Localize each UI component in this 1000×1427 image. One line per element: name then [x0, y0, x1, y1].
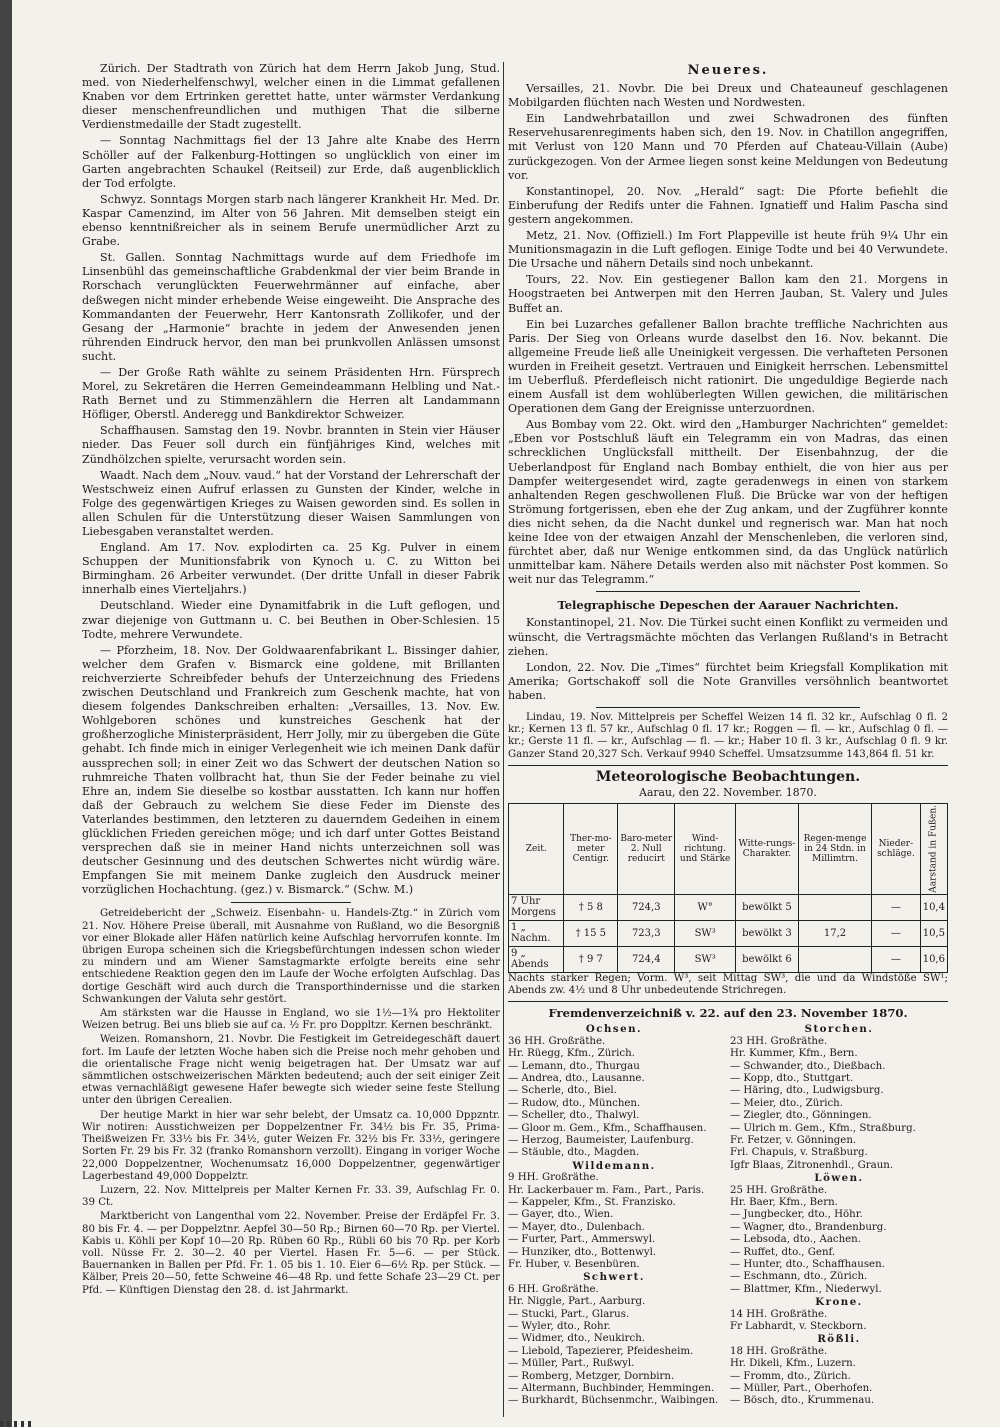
meteo-cell: W° [675, 894, 736, 920]
meteo-cell: — [872, 946, 921, 972]
guest-entry: — Kopp, dto., Stuttgart. [730, 1072, 854, 1084]
guest-entry: Fr. Fetzer, v. Gönningen. [730, 1134, 857, 1146]
meteo-header-cell: Witte-rungs-Charakter. [735, 804, 798, 895]
article-paragraph: Tours, 22. Nov. Ein gestiegener Ballon kam den 21. Morgens in Hoogstraeten bei Antwerpen mit den Herren Jauban, St. Valery und Jules Buffet an. [508, 273, 948, 315]
article-paragraph: Der heutige Markt in hier war sehr belebt, der Umsatz ca. 10,000 Dppzntr. Wir notiren: Ausstichweizen per Doppelzentner Fr. 34½ bis Fr. 35, Prima-Theißweizen Fr. 33½ bis Fr. 34½, guter Weizen Fr. 32½ bis Fr. 33½, geringere Sorten Fr. 29 bis Fr. 32 (franko Romanshorn verzollt). Eingang in voriger Woche 22,000 Doppelzentner, Wochenumsatz 16,000 Doppelzentner, gegenwärtiger Lagerbestand 49,000 Doppelztr. [82, 1109, 500, 1182]
article-paragraph: Aus Bombay vom 22. Okt. wird den „Hamburger Nachrichten“ gemeldet: „Eben vor Postschluß läuft ein Telegramm ein von Madras, das einen schrecklichen Unglücksfall mittheilt. Der Eisenbahnzug, der die Ueberlandpost für England nach Bombay enthielt, die von hier aus per Dampfer weitergesendet wird, zagte geradenwegs in einen von starkem anhaltenden Regen geschwollenen Fluß. Die Brücke war von der heftigen Strömung fortgerissen, eben ehe der Zug ankam, und der Zugführer konnte dies nicht sehen, da die Nacht dunkel und regnerisch war. Man hat noch keine Idee von der etwaigen Anzahl der Menschenleben, die verloren sind, fürchtet aber, daß nur Wenige entkommen sind, da das Unglück natürlich unmittelbar kam. Nähere Details werden also mit nächster Post kommen. So weit nur das Telegramm.“ [508, 418, 948, 587]
article-paragraph: Deutschland. Wieder eine Dynamitfabrik in die Luft geflogen, und zwar diejenige von Guttmann u. C. bei Beuthen in Ober-Schlesien. 15 Todte, mehrere Verwundete. [82, 599, 500, 641]
meteo-cell: SW³ [675, 920, 736, 946]
article-paragraph: Getreidebericht der „Schweiz. Eisenbahn- u. Handels-Ztg.“ in Zürich vom 21. Nov. Höhere Preise überall, mit Ausnahme von Rußland, wo die Besorgniß vor einer Blokade aller Häfen natürlich keine Aufschlag hervorrufen konnte. Im übrigen Europa scheinen sich die Kriegsbefürchtungen indessen schon wieder zu mindern und am Wiener Samstagmarkte erfolgte bereits eine sehr entschiedene Reaktion gegen den im Laufe der Woche erfolgten Aufschlag. Das dortige Geschäft wird auch durch die Transporthindernisse und die starken Schwankungen der Valuta sehr gestört. [82, 908, 500, 1005]
meteo-row [509, 946, 948, 972]
guest-entry: — Andrea, dto., Lausanne. [508, 1072, 645, 1084]
guest-entry: — Hunter, dto., Schaffhausen. [730, 1259, 885, 1271]
fremden-column-b [730, 1023, 948, 1408]
guest-entry: — Ziegler, dto., Gönningen. [730, 1110, 872, 1122]
guest-entry: — Altermann, Buchbinder, Hemmingen. [508, 1383, 715, 1395]
hotel-name: Rößli. [817, 1333, 861, 1346]
article-paragraph: England. Am 17. Nov. explodirten ca. 25 Kg. Pulver in einem Schuppen der Munitionsfabrik von Kynoch u. C. zu Witton bei Birmingham. 26 Arbeiter verwundet. (Der dritte Unfall in dieser Fabrik innerhalb eines Vierteljahrs.) [82, 541, 500, 597]
article-paragraph: Ein Landwehrbataillon und zwei Schwadronen des fünften Reservehusarenregiments haben sich, den 19. Nov. in Chatillon angegriffen, mit Verlust von 120 Mann und 70 Pferden auf Chateau-Villain (Aube) zurückgezogen. Von der Armee liegen sonst keine Meldungen von Bedeutung vor. [508, 112, 948, 182]
meteo-header-cell: Nieder-schläge. [872, 804, 921, 895]
article-paragraph: Konstantinopel, 20. Nov. „Herald“ sagt: Die Pforte befiehlt die Einberufung der Redifs unter die Fahnen. Ignatieff und Halim Pascha sind gestern angekommen. [508, 184, 948, 226]
guest-entry: — Bösch, dto., Krummenau. [730, 1395, 875, 1407]
meteo-cell: 723,3 [618, 920, 675, 946]
guest-entry: Frl. Chapuis, v. Straßburg. [730, 1147, 868, 1159]
guest-entry: 14 HH. Großräthe. [730, 1308, 828, 1320]
guest-entry: — Burkhardt, Büchsenmchr., Waibingen. [508, 1395, 719, 1407]
guest-entry: 25 HH. Großräthe. [730, 1184, 828, 1196]
meteo-cell: 724,3 [618, 894, 675, 920]
meteo-cell: 724,4 [618, 946, 675, 972]
fremden-column-a [508, 1023, 720, 1408]
meteo-cell: † 9 7 [564, 946, 618, 972]
section-divider [596, 591, 860, 592]
guest-entry: Hr. Baer, Kfm., Bern. [730, 1196, 838, 1208]
newspaper-page [82, 62, 948, 1417]
right-column [508, 62, 948, 1407]
guest-entry: — Furter, Part., Ammerswyl. [508, 1234, 656, 1246]
guest-entry: — Blattmer, Kfm., Niederwyl. [730, 1283, 882, 1295]
section-divider [596, 707, 860, 708]
scan-edge-shadow [0, 0, 12, 1427]
guest-entry: 36 HH. Großräthe. [508, 1035, 606, 1047]
guest-entry: — Scheller, dto., Thalwyl. [508, 1110, 640, 1122]
meteo-header-cell: Zeit. [509, 804, 564, 895]
article-paragraph: Luzern, 22. Nov. Mittelpreis per Malter Kernen Fr. 33. 39, Aufschlag Fr. 0. 39 Ct. [82, 1184, 500, 1209]
guest-entry: — Müller, Part., Oberhofen. [730, 1383, 873, 1395]
article-paragraph: — Pforzheim, 18. Nov. Der Goldwaarenfabrikant L. Bissinger dahier, welcher dem Grafen v. Bismarck eine goldene, mit Brillanten reichverzierte Schreibfeder behufs der Unterzeichnung des Friedens zwischen Deutschland und Frankreich zum Geschenk machte, hat von diesem folgendes Dankschreiben erhalten: „Versailles, 13. Nov. Ew. Wohlgeboren schönes und kunstreiches Geschenk hat der großherzogliche Ministerpräsident, Herr Jolly, mir zu übergeben die Güte gehabt. Ich finde mich in einiger Verlegenheit wie ich meinen Dank dafür aussprechen soll; in einer Zeit wo das Schwert der deutschen Nation so ruhmreiche Thaten vollbracht hat, thun Sie der Feder beinahe zu viel Ehre an, indem Sie dieselbe so kostbar ausstatten. Ich kann nur hoffen daß der Gebrauch zu welchem Sie diese Feder im Dienste des Vaterlandes bestimmen, den letzteren zu dauerndem Gedeihen in einem glücklichen Frieden gereichen möge; und ich darf unter Gottes Beistand versprechen daß sie in meiner Hand nichts unterzeichnen soll was deutscher Gesinnung und des deutschen Schwertes nicht würdig wäre. Empfangen Sie mit meinem Danke zugleich den Ausdruck meiner vorzüglichen Hochachtung. (gez.) v. Bismarck.“ (Schw. M.) [82, 643, 500, 897]
depeschen-articles [508, 616, 948, 703]
news-articles [82, 62, 500, 897]
meteo-cell: 1 „ Nachm. [509, 920, 564, 946]
guest-entry: — Hunziker, dto., Bottenwyl. [508, 1246, 657, 1258]
neueres-heading: Neueres. [687, 63, 769, 78]
meteo-header-cell: Wind-richtung. und Stärke [675, 804, 736, 895]
meteo-table [508, 803, 948, 973]
guest-entry: 9 HH. Großräthe. [508, 1172, 599, 1184]
meteo-row [509, 894, 948, 920]
meteo-note: Nachts starker Regen; Vorm. W³, seit Mittag SW³, die und da Windstöße SW¹; Abends zw. 4½ und 8 Uhr unbedeutende Strichregen. [508, 972, 948, 996]
guest-entry: Hr. Kummer, Kfm., Bern. [730, 1048, 858, 1060]
meteo-cell: † 5 8 [564, 894, 618, 920]
guest-entry: — Rudow, dto., München. [508, 1097, 641, 1109]
guest-entry: — Ulrich m. Gem., Kfm., Straßburg. [730, 1122, 916, 1134]
guest-entry: — Lemann, dto., Thurgau [508, 1060, 640, 1072]
article-paragraph: Weizen. Romanshorn, 21. Novbr. Die Festigkeit im Getreidegeschäft dauert fort. Im Laufe der letzten Woche haben sich die Preise noch mehr gehoben und die orientalische Frage nicht wenig beigetragen hat. Der Umsatz war auf sämmtlichen ostschweizerischen Märkten bedeutend; auch der seit einiger Zeit etwas vernachläßigt gewesene Hafer bewegte sich wieder seine feste Stellung unter den übrigen Cerealien. [82, 1034, 500, 1107]
guest-entry: — Meier, dto., Zürich. [730, 1097, 843, 1109]
meteo-cell: 7 Uhr Morgens [509, 894, 564, 920]
guest-entry: — Wagner, dto., Brandenburg. [730, 1221, 887, 1233]
hotel-name: Krone. [815, 1296, 863, 1309]
guest-entry: — Liebold, Tapezierer, Pfeidesheim. [508, 1345, 694, 1357]
guest-entry: — Schwander, dto., Dießbach. [730, 1060, 886, 1072]
meteo-cell: 10,4 [920, 894, 947, 920]
guest-entry: — Stucki, Part., Glarus. [508, 1308, 630, 1320]
meteo-cell [798, 946, 871, 972]
guest-entry: Hr. Lackerbauer m. Fam., Part., Paris. [508, 1184, 705, 1196]
meteo-cell: bewölkt 5 [735, 894, 798, 920]
section-divider [231, 902, 351, 903]
market-reports [82, 908, 500, 1296]
article-paragraph: Zürich. Der Stadtrath von Zürich hat dem Herrn Jakob Jung, Stud. med. von Niederhelfenschwyl, welcher einen in die Limmat gefallenen Knaben vor dem Ertrinken gerettet hatte, unter wärmster Verdankung dieser menschenfreundlichen und muthigen That die silberne Verdienstmedaille der Stadt zugestellt. [82, 62, 500, 132]
guest-entry: — Müller, Part., Rußwyl. [508, 1358, 635, 1370]
guest-entry: — Gloor m. Gem., Kfm., Schaffhausen. [508, 1122, 707, 1134]
guest-entry: — Häring, dto., Ludwigsburg. [730, 1085, 884, 1097]
guest-entry: — Gayer, dto., Wien. [508, 1209, 614, 1221]
guest-entry: — Ruffet, dto., Genf. [730, 1246, 836, 1258]
guest-entry: 18 HH. Großräthe. [730, 1345, 828, 1357]
guest-entry: Hr. Niggle, Part., Aarburg. [508, 1296, 646, 1308]
meteo-cell: — [872, 894, 921, 920]
guest-entry: Hr. Rüegg, Kfm., Zürich. [508, 1048, 635, 1060]
guest-entry: — Lebsoda, dto., Aachen. [730, 1234, 861, 1246]
article-paragraph: — Sonntag Nachmittags fiel der 13 Jahre alte Knabe des Herrn Schöller auf der Falkenburg-Hottingen so unglücklich von einer im Garten angebrachten Schaukel (Reitseil) zur Erde, daß augenblicklich der Tod erfolgte. [82, 134, 500, 190]
fremden-section [508, 1006, 948, 1407]
guest-entry: Hr. Dikeli, Kfm., Luzern. [730, 1358, 856, 1370]
guest-entry: — Scherle, dto., Biel. [508, 1085, 617, 1097]
article-paragraph: Ein bei Luzarches gefallener Ballon brachte treffliche Nachrichten aus Paris. Der Sieg von Orleans wurde daselbst den 16. Nov. bekannt. Die allgemeine Freude ließ alle Uneinigkeit vergessen. Die verhafteten Personen wurden in Freiheit gesetzt. Vertrauen und Einigkeit herrschen. Lebensmittel im Ueberfluß. Pferdefleisch nicht rationirt. Die ungeduldige Begierde nach einem Ausfall ist dem wohlüberlegten Willen gewichen, die militärischen Operationen dem Gang der Ereignisse unterzuordnen. [508, 317, 948, 416]
meteo-cell: SW³ [675, 946, 736, 972]
column-rule [503, 62, 504, 1417]
article-paragraph: Konstantinopel, 21. Nov. Die Türkei sucht einen Konflikt zu vermeiden und wünscht, die Vertragsmächte möchten das Verlangen Rußland's in Betracht ziehen. [508, 616, 948, 658]
guest-entry: — Mayer, dto., Dulenbach. [508, 1221, 645, 1233]
hotel-name: Storchen. [804, 1023, 874, 1036]
meteo-subtitle: Aarau, den 22. November. 1870. [639, 785, 817, 799]
meteo-cell: — [872, 920, 921, 946]
section-divider [508, 765, 948, 766]
section-divider [508, 1001, 948, 1002]
guest-entry: — Jungbecker, dto., Höhr. [730, 1209, 863, 1221]
meteo-cell: 10,5 [920, 920, 947, 946]
meteo-header-cell: Baro-meter 2. Null reducirt [618, 804, 675, 895]
neueres-articles [508, 82, 948, 587]
meteo-cell: 17,2 [798, 920, 871, 946]
meteo-cell [798, 894, 871, 920]
meteo-header-cell: Aarstand in Fußen. [920, 804, 947, 895]
article-paragraph: Schwyz. Sonntags Morgen starb nach längerer Krankheit Hr. Med. Dr. Kaspar Camenzind, im Alter von 56 Jahren. Mit demselben steigt ein ebenso kenntnißreicher als in seinem Berufe unermüdlicher Arzt zu Grabe. [82, 192, 500, 249]
hotel-name: Ochsen. [585, 1023, 643, 1036]
article-paragraph: Metz, 21. Nov. (Offiziell.) Im Fort Plappeville ist heute früh 9¼ Uhr ein Munitionsmagazin in die Luft geflogen. Einige Todte und bei 40 Verwundete. Die Ursache und nähern Details sind noch unbekannt. [508, 229, 948, 271]
guest-entry: Fr. Huber, v. Besenbüren. [508, 1259, 640, 1271]
guest-entry: — Herzog, Baumeister, Laufenburg. [508, 1134, 694, 1146]
article-paragraph: Am stärksten war die Hausse in England, wo sie 1½—1¾ pro Hektoliter Weizen betrug. Bei uns blieb sie auf ca. ½ Fr. pro Doppltzr. Kernen beschränkt. [82, 1008, 500, 1032]
article-paragraph: London, 22. Nov. Die „Times“ fürchtet beim Kriegsfall Komplikation mit Amerika; Gortschakoff soll die Note Granvilles versöhnlich beantwortet haben. [508, 660, 948, 702]
left-column [82, 62, 500, 1299]
scan-corner-marks [0, 1421, 34, 1427]
article-paragraph: St. Gallen. Sonntag Nachmittags wurde auf dem Friedhofe im Linsenbühl das gemeinschaftliche Grabdenkmal der vier beim Brande in Rorschach verunglückten Feuerwehrmänner auf einfache, aber deßwegen nicht minder erhebende Weise eingeweiht. Die Ansprache des Kommandanten der Feuerwehr, Herr Kantonsrath Zollikofer, und der Gesang der „Harmonie“ brachte in jedem der Anwesenden jenen rührenden Eindruck hervor, den man bei prunkvollen Anlässen umsonst sucht. [82, 251, 500, 363]
article-paragraph: Schaffhausen. Samstag den 19. Novbr. brannten in Stein vier Häuser nieder. Das Feuer soll durch ein fünfjähriges Kind, welches mit Zündhölzchen spielte, verursacht worden sein. [82, 424, 500, 466]
hotel-name: Löwen. [814, 1172, 864, 1185]
guest-entry: Fr Labhardt, v. Steckborn. [730, 1321, 867, 1333]
meteo-cell: † 15 5 [564, 920, 618, 946]
guest-entry: Igfr Blaas, Zitronenhdl., Graun. [730, 1159, 894, 1171]
guest-entry: — Stäuble, dto., Magden. [508, 1147, 640, 1159]
fremden-title: Fremdenverzeichniß v. 22. auf den 23. November 1870. [548, 1006, 908, 1021]
meteo-header-cell: Regen-menge in 24 Stdn. in Millimtrn. [798, 804, 871, 895]
lindau-report: Lindau, 19. Nov. Mittelpreis per Scheffel Weizen 14 fl. 32 kr., Aufschlag 0 fl. 2 kr.; Kernen 13 fl. 57 kr., Aufschlag 0 fl. 17 kr.; Roggen — fl. — kr., Aufschlag 0 fl. — kr.; Gerste 11 fl. — kr., Aufschlag — fl. — kr.; Haber 10 fl. 3 kr., Aufschlag 0 fl. 9 kr. Ganzer Stand 20,327 Sch. Verkauf 9940 Scheffel. Umsatzsumme 143,864 fl. 51 kr. [508, 712, 948, 760]
guest-entry: 23 HH. Großräthe. [730, 1035, 828, 1047]
guest-entry: 6 HH. Großräthe. [508, 1283, 599, 1295]
article-paragraph: Waadt. Nach dem „Nouv. vaud.“ hat der Vorstand der Lehrerschaft der Westschweiz einen Aufruf erlassen zu Gunsten der Kinder, welche in Folge des gegenwärtigen Krieges zu Waisen geworden sind. Es sollen in allen Schulen für die Unterstützung dieser Waisen Sammlungen von Liebesgaben veranstaltet werden. [82, 468, 500, 538]
hotel-name: Schwert. [583, 1271, 645, 1284]
depeschen-heading: Telegraphische Depeschen der Aarauer Nachrichten. [557, 598, 899, 613]
meteo-title: Meteorologische Beobachtungen. [595, 768, 861, 785]
article-paragraph: Marktbericht von Langenthal vom 22. November. Preise der Erdäpfel Fr. 3. 80 bis Fr. 4. — per Doppelztnr. Aepfel 30—50 Rp.; Birnen 60—70 Rp. per Viertel. Kabis u. Köhli per Kopf 10—20 Rp. Rüben 60 Rp., Rübli 60 bis 70 Rp. per Korb voll. Nüsse Fr. 2. 30—2. 40 per Viertel. Hasen Fr. 5—6. — per Stück. Bauernanken in Ballen per Pfd. Fr. 1. 05 bis 1. 10. Eier 6—6½ Rp. per Stück. — Kälber, Preis 20—50, fette Schweine 46—48 Rp. und fette Schafe 23—29 Ct. per Pfd. — Künftigen Dienstag den 28. d. ist Jahrmarkt. [82, 1211, 500, 1296]
meteo-section [508, 770, 948, 997]
hotel-name: Wildemann. [572, 1159, 656, 1172]
guest-entry: — Eschmann, dto., Zürich. [730, 1271, 868, 1283]
guest-entry: — Wyler, dto., Rohr. [508, 1321, 611, 1333]
article-paragraph: Versailles, 21. Novbr. Die bei Dreux und Chateauneuf geschlagenen Mobilgarden flüchten nach Westen und Nordwesten. [508, 82, 948, 110]
meteo-header-cell: Ther-mo-meter Centigr. [564, 804, 618, 895]
guest-entry: — Romberg, Metzger, Dornbirn. [508, 1370, 675, 1382]
meteo-cell: bewölkt 3 [735, 920, 798, 946]
meteo-cell: 10,6 [920, 946, 947, 972]
meteo-cell: bewölkt 6 [735, 946, 798, 972]
guest-entry: — Widmer, dto., Neukirch. [508, 1333, 646, 1345]
guest-entry: — Fromm, dto., Zürich. [730, 1370, 851, 1382]
guest-entry: — Kappeler, Kfm., St. Franzisko. [508, 1196, 676, 1208]
meteo-row [509, 920, 948, 946]
article-paragraph: — Der Große Rath wählte zu seinem Präsidenten Hrn. Fürsprech Morel, zu Sekretären die Herren Gemeindeammann Helbling und Nat.-Rath Bernet und zu Stimmenzählern die Herren alt Landammann Höfliger, Oberstl. Anderegg und Bankdirektor Schweizer. [82, 365, 500, 422]
meteo-cell: 9 „ Abends [509, 946, 564, 972]
